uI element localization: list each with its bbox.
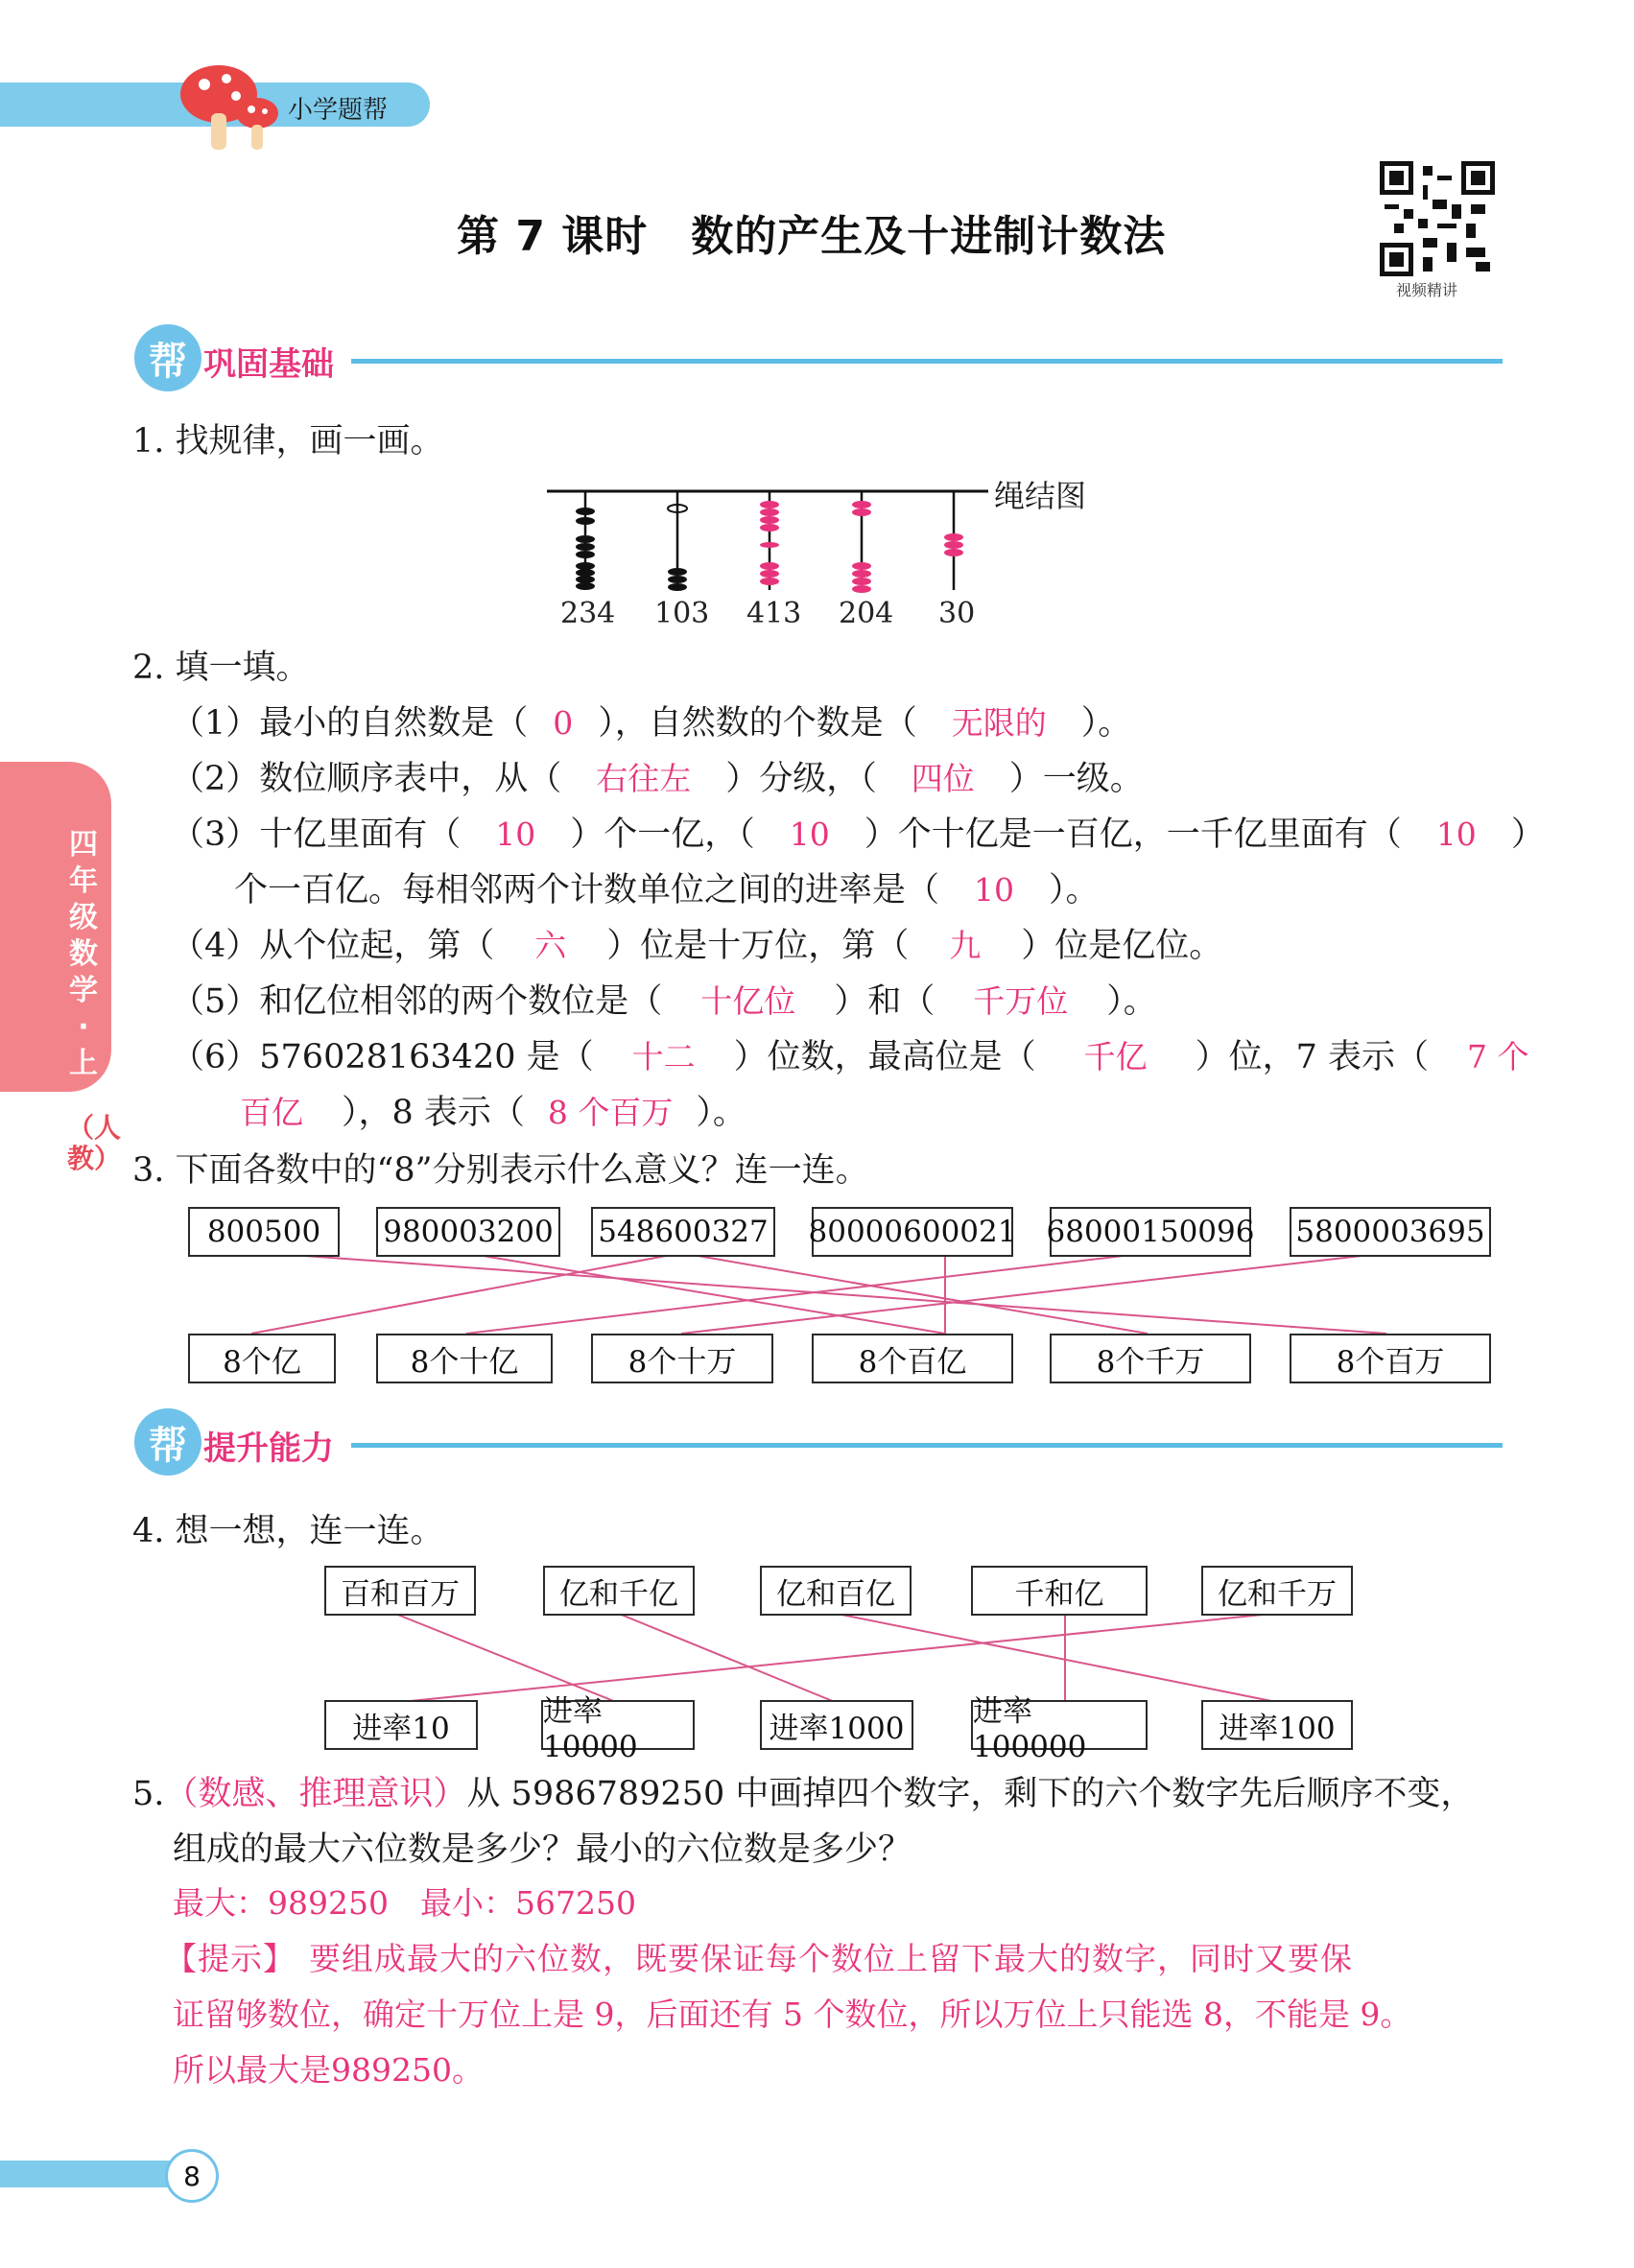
meaning-box[interactable]: 8个百亿 (812, 1334, 1013, 1383)
q3-title: 3. 下面各数中的“8”分别表示什么意义？连一连。 (132, 1151, 869, 1190)
text: 从 5986789250 中画掉四个数字，剩下的六个数字先后顺序不变， (466, 1775, 1475, 1813)
pair-box[interactable]: 亿和千亿 (543, 1566, 695, 1616)
q4-title: 4. 想一想，连一连。 (132, 1512, 444, 1550)
q5-text2: 组成的最大六位数是多少？最小的六位数是多少？ (173, 1831, 912, 1869)
meaning-box[interactable]: 8个百万 (1290, 1334, 1491, 1383)
meaning-box[interactable]: 8个十万 (591, 1334, 773, 1383)
text: ）位，7 表示（ (1195, 1038, 1430, 1076)
q2-title: 2. 填一填。 (132, 649, 310, 687)
q1-title: 1. 找规律，画一画。 (132, 422, 444, 461)
answer: 10 (789, 815, 830, 853)
pair-box[interactable]: 亿和百亿 (760, 1566, 912, 1616)
answer: 右往左 (596, 760, 692, 797)
answer: 千万位 (973, 982, 1069, 1020)
text: ），8 表示（ (342, 1094, 525, 1132)
number-box[interactable]: 68000150096 (1050, 1207, 1251, 1257)
text: ）位是亿位。 (1021, 927, 1223, 965)
pair-box[interactable]: 亿和千万 (1201, 1566, 1353, 1616)
section-label-basic: 巩固基础 (203, 345, 334, 384)
number-box[interactable]: 5800003695 (1290, 1207, 1491, 1257)
number-box[interactable]: 980003200 (376, 1207, 560, 1257)
answer: 8 个百万 (547, 1094, 674, 1131)
meaning-box[interactable]: 8个千万 (1050, 1334, 1251, 1383)
number-box[interactable]: 800500 (188, 1207, 340, 1257)
answer: 六 (534, 927, 567, 964)
rate-box[interactable]: 进率1000 (760, 1700, 913, 1750)
pair-box[interactable]: 千和亿 (971, 1566, 1148, 1616)
rate-box[interactable]: 进率10000 (541, 1700, 695, 1750)
q5-hint-line (165, 1934, 1353, 1979)
section-badge-advanced: 帮 (134, 1408, 201, 1476)
text: ）个十亿是一百亿，一千亿里面有（ (864, 815, 1402, 854)
answer: 7 个 (1467, 1038, 1529, 1075)
brand-name: 小学题帮 (288, 96, 389, 125)
text: （3）十亿里面有（ (171, 815, 462, 854)
knot-diagram-label: 绳结图 (994, 478, 1087, 514)
answer: 四位 (911, 760, 975, 797)
text: 个一百亿。每相邻两个计数单位之间的进率是（ (234, 871, 940, 910)
answer: 百亿 (240, 1094, 303, 1131)
meaning-box[interactable]: 8个亿 (188, 1334, 336, 1383)
answer: 10 (1435, 815, 1477, 853)
answer: 九 (949, 927, 982, 964)
answer: 十亿位 (700, 982, 796, 1020)
q5-number: 5. (132, 1775, 165, 1813)
q5-hint2: 证留够数位，确定十万位上是 9，后面还有 5 个数位，所以万位上只能选 8，不能是 9。 (173, 1996, 1412, 2033)
knot-number: 204 (839, 597, 894, 630)
knot-number: 103 (654, 597, 710, 630)
text: ）分级，（ (725, 760, 877, 798)
number-box[interactable]: 548600327 (591, 1207, 775, 1257)
text: ），自然数的个数是（ (598, 704, 917, 743)
q5-hint3: 所以最大是989250。 (173, 2051, 484, 2089)
lesson-title: 第 7 课时 数的产生及十进制计数法 (457, 212, 1167, 261)
answer: 无限的 (951, 704, 1047, 742)
text: （6）576028163420 是（ (171, 1038, 594, 1076)
text: （5）和亿位相邻的两个数位是（ (171, 982, 663, 1021)
text: 要组成最大的六位数，既要保证每个数位上留下最大的数字，同时又要保 (309, 1940, 1353, 1977)
text: ） (1510, 815, 1545, 854)
knot-number: 30 (938, 597, 976, 630)
q5-line (132, 1767, 1474, 1815)
text: ）和（ (834, 982, 935, 1021)
text: ）。 (1049, 871, 1100, 910)
text: ）位是十万位，第（ (606, 927, 910, 965)
text: ）个一亿，（ (570, 815, 755, 854)
answer: 0 (553, 704, 574, 742)
answer: 10 (974, 871, 1015, 909)
knot-number: 413 (746, 597, 802, 630)
answer: 十二 (631, 1038, 696, 1075)
section-badge-basic: 帮 (134, 324, 201, 391)
hint-label: 【提示】 (165, 1940, 296, 1977)
side-tab-text: 四年级数学·上 (69, 828, 98, 1080)
text: （2）数位顺序表中，从（ (171, 760, 562, 798)
rate-box[interactable]: 进率100000 (971, 1700, 1148, 1750)
rate-box[interactable]: 进率10 (324, 1700, 478, 1750)
section-label-advanced: 提升能力 (203, 1429, 334, 1468)
q5-tag: （数感、推理意识） (164, 1775, 467, 1813)
qr-caption: 视频精讲 (1396, 281, 1458, 299)
meaning-box[interactable]: 8个十亿 (376, 1334, 553, 1383)
q5-answer: 最大：989250 最小：567250 (173, 1884, 636, 1922)
pair-box[interactable]: 百和百万 (324, 1566, 476, 1616)
number-box[interactable]: 80000600021 (812, 1207, 1013, 1257)
rate-box[interactable]: 进率100 (1201, 1700, 1353, 1750)
text: ）。 (1106, 982, 1157, 1021)
text: ）位数，最高位是（ (733, 1038, 1036, 1076)
knot-number: 234 (560, 597, 616, 630)
answer: 千亿 (1083, 1038, 1148, 1075)
text: （1）最小的自然数是（ (171, 704, 529, 743)
page-number: 8 (165, 2149, 219, 2203)
text: ）。 (1080, 704, 1132, 743)
text: （4）从个位起，第（ (171, 927, 495, 965)
text: ）一级。 (1008, 760, 1144, 798)
text: ）。 (696, 1094, 746, 1132)
answer: 10 (495, 815, 536, 853)
side-tab-edition: （人教） (67, 1112, 122, 1174)
